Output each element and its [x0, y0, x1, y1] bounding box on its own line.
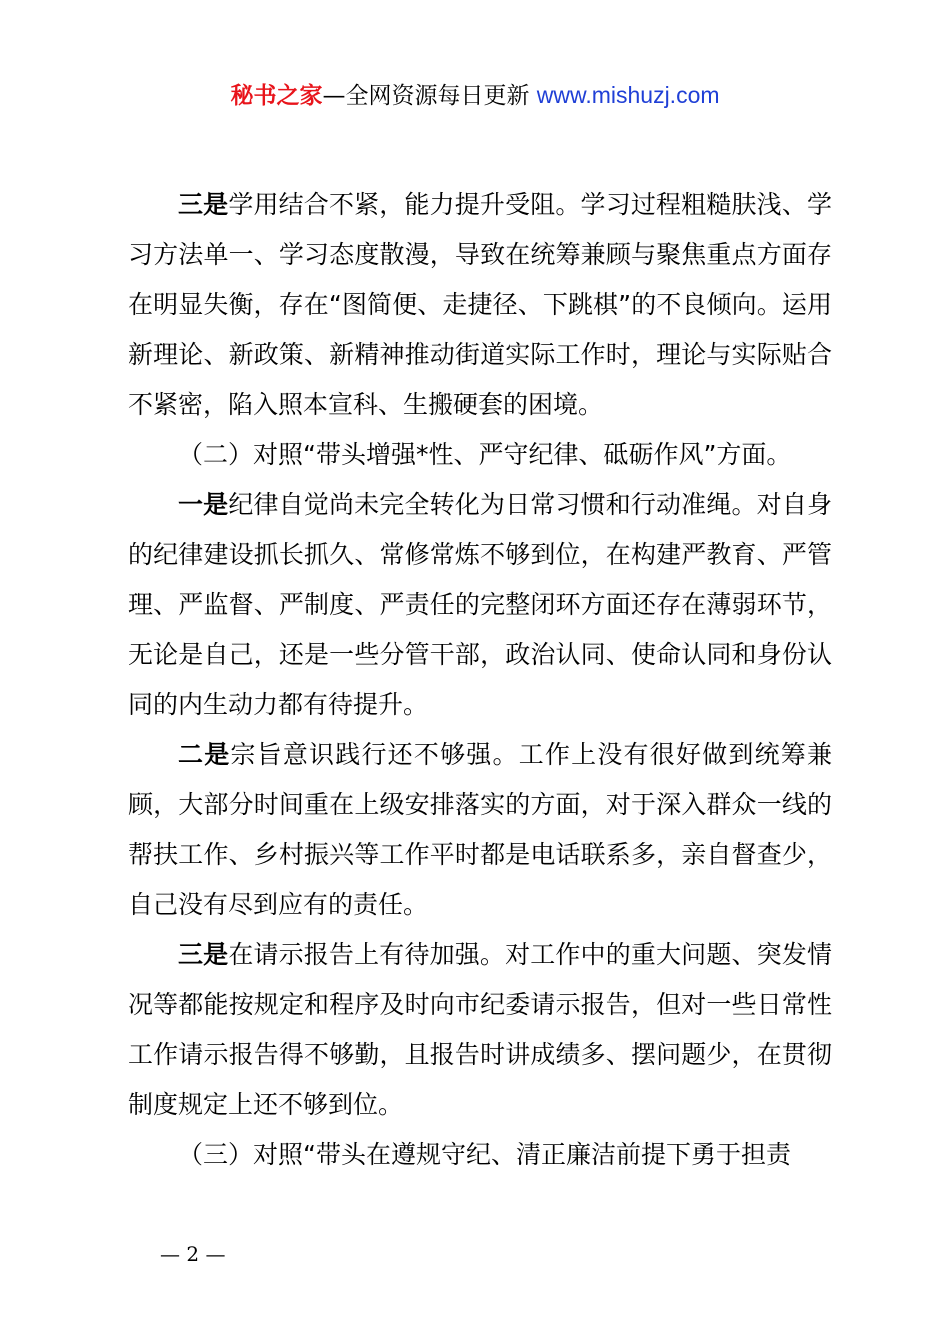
section-heading: [128, 430, 832, 480]
site-url-link[interactable]: www.mishuzj.com: [536, 82, 720, 108]
paragraph-text: 纪律自觉尚未完全转化为日常习惯和行动准绳。对自身的纪律建设抓长抓久、常修常炼不够到位，在构建严教育、严管理、严监督、严制度、严责任的完整闭环方面还存在薄弱环节，无论是自己，还是一些分管干部，政治认同、使命认同和身份认同的内生动力都有待提升。: [128, 490, 832, 719]
paragraph-text: 在请示报告上有待加强。对工作中的重大问题、突发情况等都能按规定和程序及时向市纪委请示报告，但对一些日常性工作请示报告得不够勤，且报告时讲成绩多、摆问题少，在贯彻制度规定上还不够到位。: [128, 940, 832, 1119]
paragraph: [128, 480, 832, 730]
paragraph-lead: 一是: [178, 490, 229, 519]
paragraph-lead: 二是: [178, 740, 231, 769]
paragraph: [128, 930, 832, 1130]
document-body: [128, 180, 832, 1180]
paragraph: [128, 730, 832, 930]
paragraph-lead: 三是: [178, 940, 229, 969]
paragraph-lead: 三是: [178, 190, 229, 219]
paragraph: [128, 180, 832, 430]
paragraph-text: 宗旨意识践行还不够强。工作上没有很好做到统筹兼顾，大部分时间重在上级安排落实的方面，对于深入群众一线的帮扶工作、乡村振兴等工作平时都是电话联系多，亲自督查少，自己没有尽到应有的责任。: [128, 740, 832, 919]
brand-name: 秘书之家: [230, 83, 323, 109]
site-header: [0, 78, 950, 113]
header-tagline: —全网资源每日更新: [322, 83, 530, 109]
paragraph-text: （三）对照“带头在遵规守纪、清正廉洁前提下勇于担责: [178, 1140, 791, 1169]
section-heading: [128, 1130, 832, 1180]
paragraph-text: 学用结合不紧，能力提升受阻。学习过程粗糙肤浅、学习方法单一、学习态度散漫，导致在统筹兼顾与聚焦重点方面存在明显失衡，存在“图简便、走捷径、下跳棋”的不良倾向。运用新理论、新政策、新精神推动街道实际工作时，理论与实际贴合不紧密，陷入照本宣科、生搬硬套的困境。: [128, 190, 832, 419]
paragraph-text: （二）对照“带头增强*性、严守纪律、砥砺作风”方面。: [178, 440, 792, 469]
page-number: — 2 —: [160, 1242, 226, 1266]
